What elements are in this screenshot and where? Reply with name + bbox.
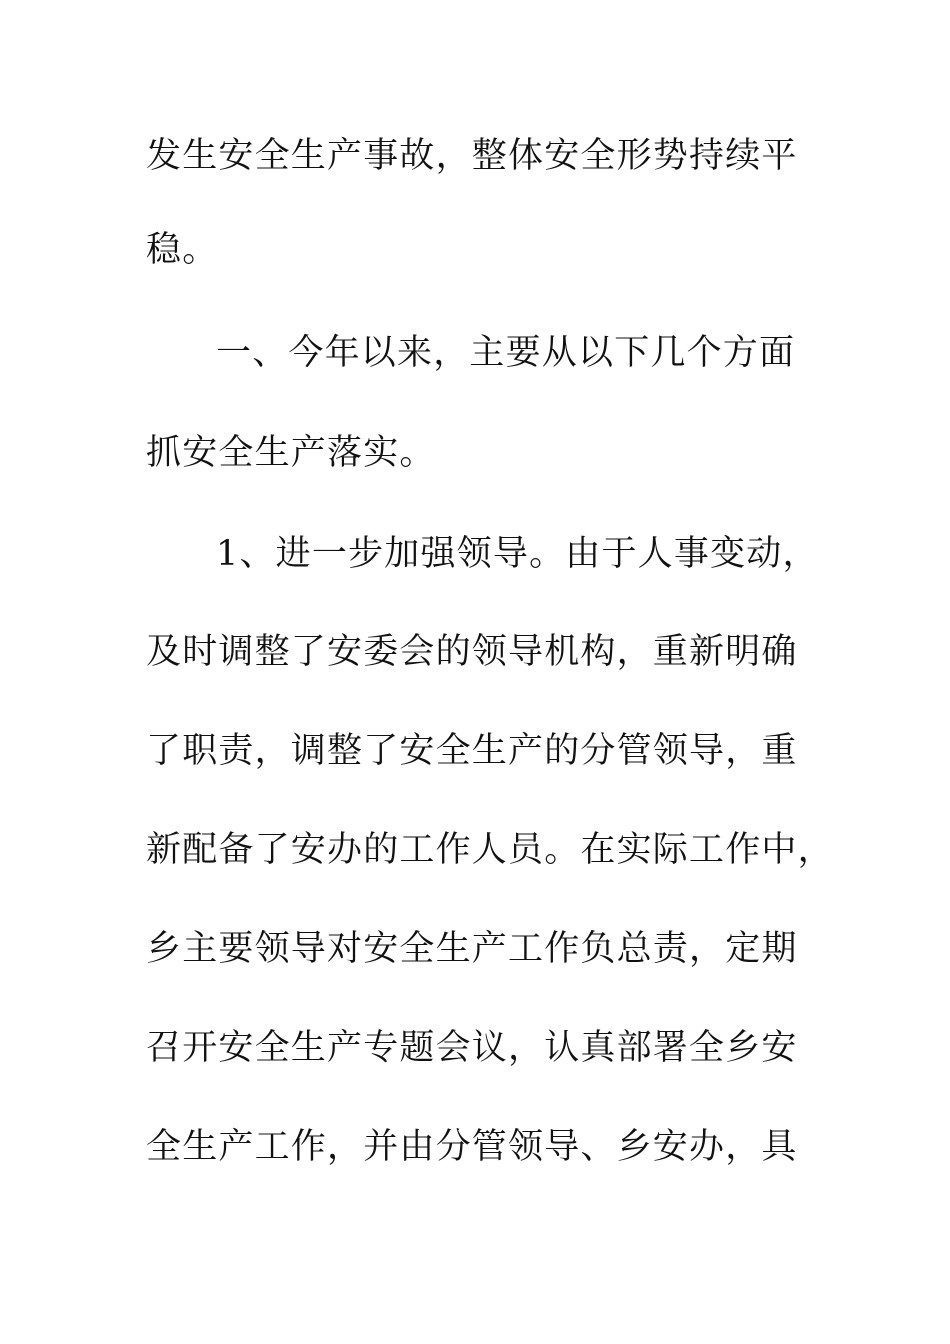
text-line: 发生安全生产事故，整体安全形势持续平 [146, 136, 798, 176]
text-line: 抓安全生产落实。 [146, 433, 436, 473]
text-line: 了职责，调整了安全生产的分管领导，重 [146, 731, 798, 771]
text-line: 乡主要领导对安全生产工作负总责，定期 [146, 929, 798, 969]
text-line: 全生产工作，并由分管领导、乡安办，具 [146, 1127, 798, 1167]
paragraph-heading: 一、今年以来，主要从以下几个方面 [216, 333, 796, 373]
text-line: 稳。 [146, 230, 219, 270]
text-line: 新配备了安办的工作人员。在实际工作中， [146, 830, 834, 870]
text-line: 召开安全生产专题会议，认真部署全乡安 [146, 1028, 798, 1068]
paragraph-first-line: 1、进一步加强领导。由于人事变动， [216, 534, 819, 574]
text-line: 及时调整了安委会的领导机构，重新明确 [146, 632, 798, 672]
